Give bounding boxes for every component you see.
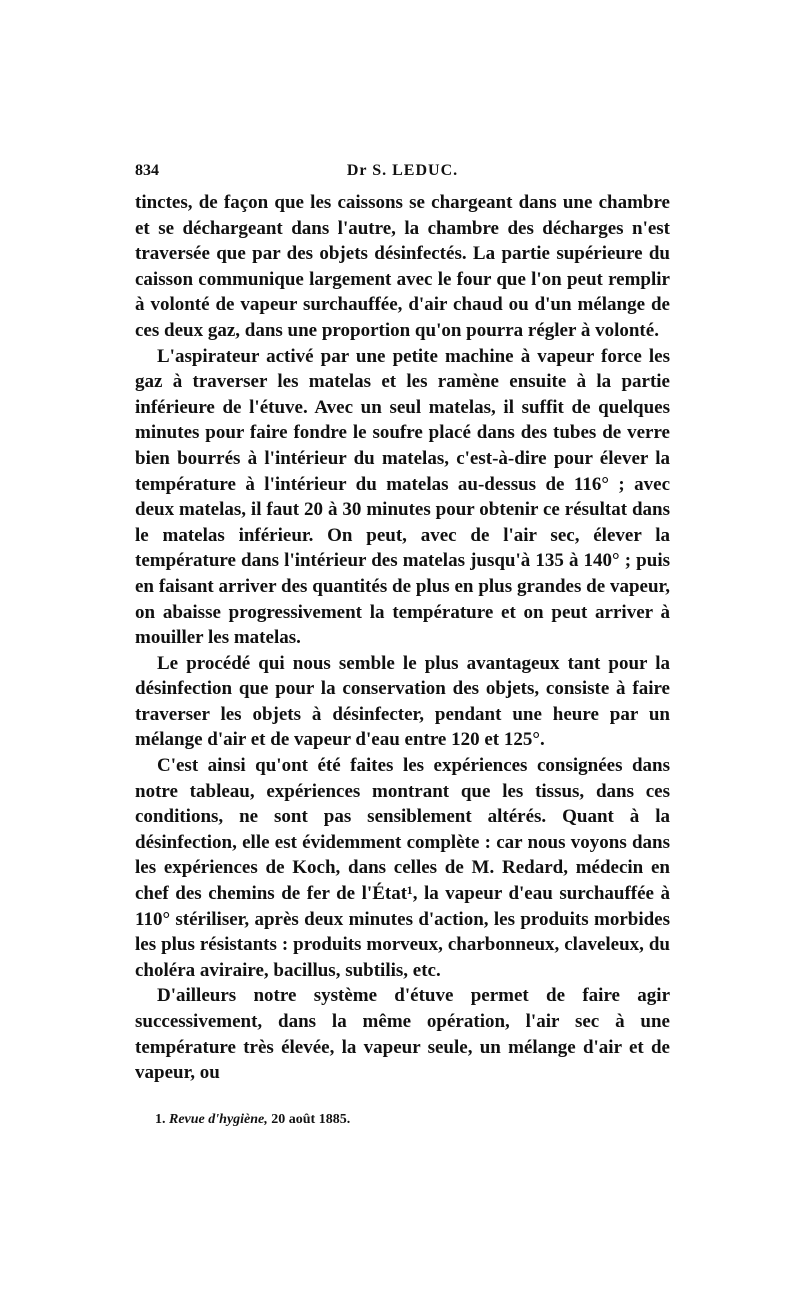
footnote-marker: 1.: [155, 1111, 166, 1127]
paragraph: D'ailleurs notre système d'étuve permet de faire agir successivement, dans la même opération, l'air sec à une température très élevée, la vapeur seule, un mélange d'air et de vapeur, ou: [135, 985, 670, 1084]
running-title: Dr S. LEDUC.: [346, 162, 459, 179]
page-number: 834: [135, 162, 159, 179]
footnote-date: 20 août 1885.: [271, 1111, 351, 1127]
paragraph-continued: tinctes, de façon que les caissons se chargeant dans une chambre et se déchargeant dans l'autre, la chambre des décharges n'est traversée que par des objets désinfectés. La partie supérieure du caisson communique largement avec le four que l'on peut remplir à volonté de vapeur surchauffée, d'air chaud ou d'un mélange de ces deux gaz, dans une proportion qu'on pourra régler à volonté.: [135, 192, 670, 341]
footnote-source: Revue d'hygiène,: [169, 1111, 268, 1127]
running-header: [135, 162, 670, 190]
paragraph: Le procédé qui nous semble le plus avantageux tant pour la désinfection que pour la conservation des objets, consiste à faire traverser les objets à désinfecter, pendant une heure par un mélange d'air et de vapeur d'eau entre 120 et 125°.: [135, 652, 670, 751]
footnote: [135, 1112, 670, 1128]
paragraph: L'aspirateur activé par une petite machine à vapeur force les gaz à traverser les matelas et les ramène ensuite à la partie inférieure de l'étuve. Avec un seul matelas, il suffit de quelques minutes pour faire fondre le soufre placé dans des tubes de verre bien bourrés à l'intérieur du matelas, c'est-à-dire pour élever la température à l'intérieur du matelas au-dessus de 116° ; avec deux matelas, il faut 20 à 30 minutes pour obtenir ce résultat dans le matelas inférieur. On peut, avec de l'air sec, élever la température dans l'intérieur des matelas jusqu'à 135 à 140° ; puis en faisant arriver des quantités de plus en plus grandes de vapeur, on abaisse progressivement la température et on peut arriver à mouiller les matelas.: [135, 345, 670, 649]
paragraph: C'est ainsi qu'ont été faites les expériences consignées dans notre tableau, expériences montrant que les tissus, dans ces conditions, ne sont pas sensiblement altérés. Quant à la désinfection, elle est évidemment complète : car nous voyons dans les expériences de Koch, dans celles de M. Redard, médecin en chef des chemins de fer de l'État¹, la vapeur d'eau surchauffée à 110° stériliser, après deux minutes d'action, les produits morbides les plus résistants : produits morveux, charbonneux, claveleux, du choléra aviraire, bacillus, subtilis, etc.: [135, 755, 670, 981]
body-text: [135, 190, 670, 1086]
book-page: [135, 162, 670, 1128]
